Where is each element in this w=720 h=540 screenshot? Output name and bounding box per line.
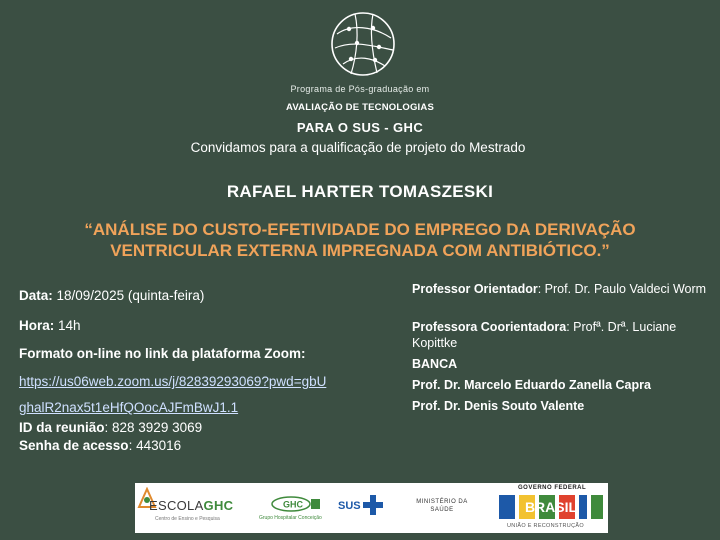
- program-logo-icon: [329, 10, 397, 78]
- invite-text: Convidamos para a qualificação de projeto do Mestrado: [190, 140, 526, 155]
- board-member-2: Prof. Dr. Denis Souto Valente: [412, 399, 585, 413]
- board-member-1: Prof. Dr. Marcelo Eduardo Zanella Capra: [412, 378, 651, 392]
- meeting-id-label: ID da reunião: [19, 420, 105, 435]
- coadvisor: [412, 319, 710, 351]
- footer-logos: [135, 483, 608, 533]
- ghc-logo-icon: [271, 495, 321, 513]
- gov-motto: UNIÃO E RECONSTRUÇÃO: [507, 523, 584, 529]
- advisor-value: : Prof. Dr. Paulo Valdeci Worm: [537, 282, 707, 296]
- advisor: [412, 281, 710, 297]
- format-text: Formato on-line no link da plataforma Zoom:: [19, 346, 306, 361]
- password-label: Senha de acesso: [19, 438, 129, 453]
- gov-federal-label: GOVERNO FEDERAL: [518, 485, 587, 491]
- time-label: Hora:: [19, 318, 55, 333]
- date-row: [19, 288, 204, 303]
- escola-ghc-subtitle: Centro de Ensino e Pesquisa: [155, 516, 220, 522]
- time-value: 14h: [54, 318, 81, 333]
- program-line-2: AVALIAÇÃO DE TECNOLOGIAS: [285, 102, 434, 113]
- time-row: [19, 318, 81, 333]
- coadvisor-label: Professora Coorientadora: [412, 320, 567, 334]
- student-name: RAFAEL HARTER TOMASZESKI: [226, 182, 494, 201]
- brasil-logo-icon: [497, 493, 605, 521]
- password-row: [19, 438, 181, 453]
- format-row: [19, 346, 306, 361]
- board-label: BANCA: [412, 357, 458, 371]
- date-label: Data:: [19, 288, 53, 303]
- coadvisor-value: : Profª. Drª. Luciane Kopittke: [412, 320, 677, 350]
- sus-label: SUS: [338, 500, 361, 512]
- ghc-subtitle: Grupo Hospitalar Conceição: [259, 515, 322, 521]
- ministry-label: MINISTÉRIO DA SAÚDE: [416, 499, 468, 513]
- program-line-1: Programa de Pós-graduação em: [290, 84, 430, 94]
- zoom-link-line-2[interactable]: ghalR2nax5t1eHfQOocAJFmBwJ1.1: [19, 400, 239, 415]
- thesis-line-1: “ANÁLISE DO CUSTO-EFETIVIDADE DO EMPREGO DA DERIVAÇÃO: [84, 220, 636, 239]
- escola-ghc-name: ESCOLAGHC: [149, 498, 234, 513]
- zoom-link-line-1[interactable]: https://us06web.zoom.us/j/82839293069?pwd=gbU: [19, 374, 327, 389]
- ghc-logo-text: GHC: [283, 499, 303, 510]
- advisor-label: Professor Orientador: [412, 282, 538, 296]
- brasil-word: BRASIL: [524, 499, 578, 515]
- program-line-3: PARA O SUS - GHC: [296, 120, 424, 135]
- meeting-id-row: [19, 420, 202, 435]
- sus-cross-icon: [362, 494, 384, 516]
- password-value: : 443016: [128, 438, 182, 453]
- meeting-id-value: : 828 3929 3069: [104, 420, 203, 435]
- thesis-line-2: VENTRICULAR EXTERNA IMPREGNADA COM ANTIBIÓTICO.”: [110, 241, 610, 260]
- thesis-title: [20, 219, 700, 261]
- date-value: 18/09/2025 (quinta-feira): [52, 288, 205, 303]
